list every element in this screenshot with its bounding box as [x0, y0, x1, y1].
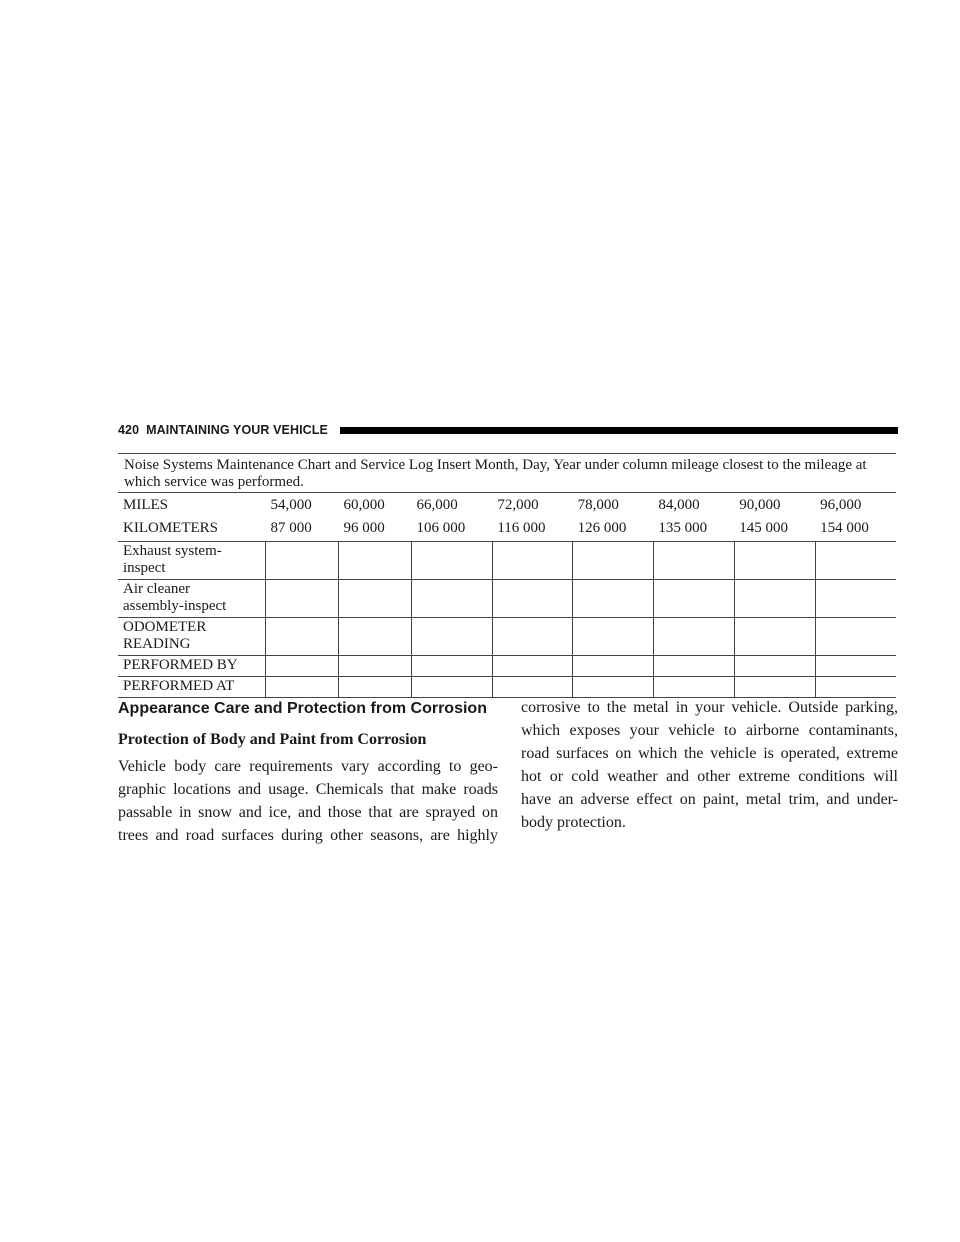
log-cell[interactable]	[653, 656, 734, 677]
log-cell[interactable]	[412, 580, 493, 618]
maintenance-chart	[118, 453, 896, 698]
section-title: MAINTAINING YOUR VEHICLE	[146, 423, 328, 437]
kilometers-cell: 96 000	[343, 520, 385, 536]
text-line: have an adverse effect on paint, metal trim, and under-	[521, 791, 898, 808]
log-cell[interactable]	[266, 618, 339, 656]
log-cell[interactable]	[815, 656, 896, 677]
miles-cell: 96,000	[815, 493, 896, 515]
row-label-line: inspect	[123, 560, 166, 576]
text-line: corrosive to the metal in your vehicle. Outside parking,	[521, 699, 898, 716]
miles-cell: 84,000	[653, 493, 734, 515]
log-cell[interactable]	[266, 542, 339, 580]
miles-cell: 66,000	[412, 493, 493, 515]
log-cell[interactable]	[815, 618, 896, 656]
log-cell[interactable]	[573, 542, 654, 580]
chart-row-performed-by	[118, 656, 896, 677]
chart-caption: Noise Systems Maintenance Chart and Service Log Insert Month, Day, Year under column mileage closest to the mileage at which service was performed.	[118, 454, 896, 493]
row-label-line: READING	[123, 636, 191, 652]
log-cell[interactable]	[339, 580, 412, 618]
log-cell[interactable]	[653, 618, 734, 656]
chart-row-exhaust	[118, 542, 896, 580]
section-heading: Appearance Care and Protection from Corrosion	[118, 700, 487, 717]
log-cell[interactable]	[412, 656, 493, 677]
log-cell[interactable]	[734, 677, 815, 698]
chart-row-air-cleaner	[118, 580, 896, 618]
log-cell[interactable]	[573, 677, 654, 698]
kilometers-cell: 126 000	[577, 520, 627, 536]
log-cell[interactable]	[573, 656, 654, 677]
log-cell[interactable]	[339, 677, 412, 698]
text-line: hot or cold weather and other extreme conditions will	[521, 768, 898, 785]
text-column-right	[521, 696, 898, 834]
row-label: PERFORMED BY	[118, 656, 266, 677]
page-header	[118, 420, 898, 440]
miles-row	[118, 493, 896, 515]
miles-cell: 90,000	[734, 493, 815, 515]
text-line: Vehicle body care requirements vary according to geo-	[118, 758, 498, 775]
miles-cell: 72,000	[492, 493, 572, 515]
log-cell[interactable]	[492, 542, 572, 580]
row-label-line: assembly-inspect	[123, 598, 227, 614]
log-cell[interactable]	[339, 618, 412, 656]
log-cell[interactable]	[734, 542, 815, 580]
log-cell[interactable]	[815, 580, 896, 618]
text-column-left	[118, 730, 498, 847]
chart-row-performed-at	[118, 677, 896, 698]
row-label: PERFORMED AT	[118, 677, 266, 698]
log-cell[interactable]	[339, 542, 412, 580]
row-label-line: ODOMETER	[123, 619, 207, 635]
log-cell[interactable]	[653, 677, 734, 698]
miles-cell: 54,000	[266, 493, 339, 515]
log-cell[interactable]	[734, 656, 815, 677]
chart-caption-row	[118, 454, 896, 493]
log-cell[interactable]	[653, 580, 734, 618]
log-cell[interactable]	[412, 677, 493, 698]
log-cell[interactable]	[653, 542, 734, 580]
log-cell[interactable]	[573, 618, 654, 656]
row-label-line: Air cleaner	[123, 581, 191, 597]
log-cell[interactable]	[339, 656, 412, 677]
text-line: passable in snow and ice, and those that are sprayed on	[118, 804, 498, 821]
text-line: graphic locations and usage. Chemicals that make roads	[118, 781, 498, 798]
body-paragraph-continued	[521, 696, 898, 834]
kilometers-row	[118, 514, 896, 542]
log-cell[interactable]	[492, 580, 572, 618]
chart-row-odometer	[118, 618, 896, 656]
kilometers-cell: 87 000	[270, 520, 312, 536]
row-label	[118, 580, 266, 618]
page-number: 420	[118, 423, 140, 437]
text-line: trees and road surfaces during other seasons, are highly	[118, 827, 498, 844]
text-line: which exposes your vehicle to airborne contaminants,	[521, 722, 898, 739]
kilometers-cell: 154 000	[820, 520, 869, 536]
log-cell[interactable]	[412, 618, 493, 656]
kilometers-cell: 116 000	[497, 520, 546, 536]
miles-label: MILES	[118, 493, 266, 515]
body-paragraph	[118, 755, 498, 847]
log-cell[interactable]	[266, 677, 339, 698]
miles-cell: 60,000	[339, 493, 412, 515]
text-line: road surfaces on which the vehicle is operated, extreme	[521, 745, 898, 762]
log-cell[interactable]	[734, 580, 815, 618]
kilometers-cell: 135 000	[658, 520, 708, 536]
row-label-line: Exhaust system-	[123, 543, 222, 559]
log-cell[interactable]	[734, 618, 815, 656]
row-label	[118, 618, 266, 656]
row-label	[118, 542, 266, 580]
log-cell[interactable]	[412, 542, 493, 580]
text-line: body protection.	[521, 814, 626, 831]
log-cell[interactable]	[492, 618, 572, 656]
log-cell[interactable]	[266, 656, 339, 677]
subsection-heading: Protection of Body and Paint from Corrosion	[118, 731, 427, 748]
log-cell[interactable]	[492, 677, 572, 698]
log-cell[interactable]	[815, 677, 896, 698]
log-cell[interactable]	[492, 656, 572, 677]
log-cell[interactable]	[266, 580, 339, 618]
miles-cell: 78,000	[573, 493, 654, 515]
kilometers-label: KILOMETERS	[123, 520, 218, 536]
header-rule	[340, 427, 898, 434]
kilometers-cell: 106 000	[416, 520, 466, 536]
kilometers-cell: 145 000	[739, 520, 788, 536]
log-cell[interactable]	[815, 542, 896, 580]
log-cell[interactable]	[573, 580, 654, 618]
